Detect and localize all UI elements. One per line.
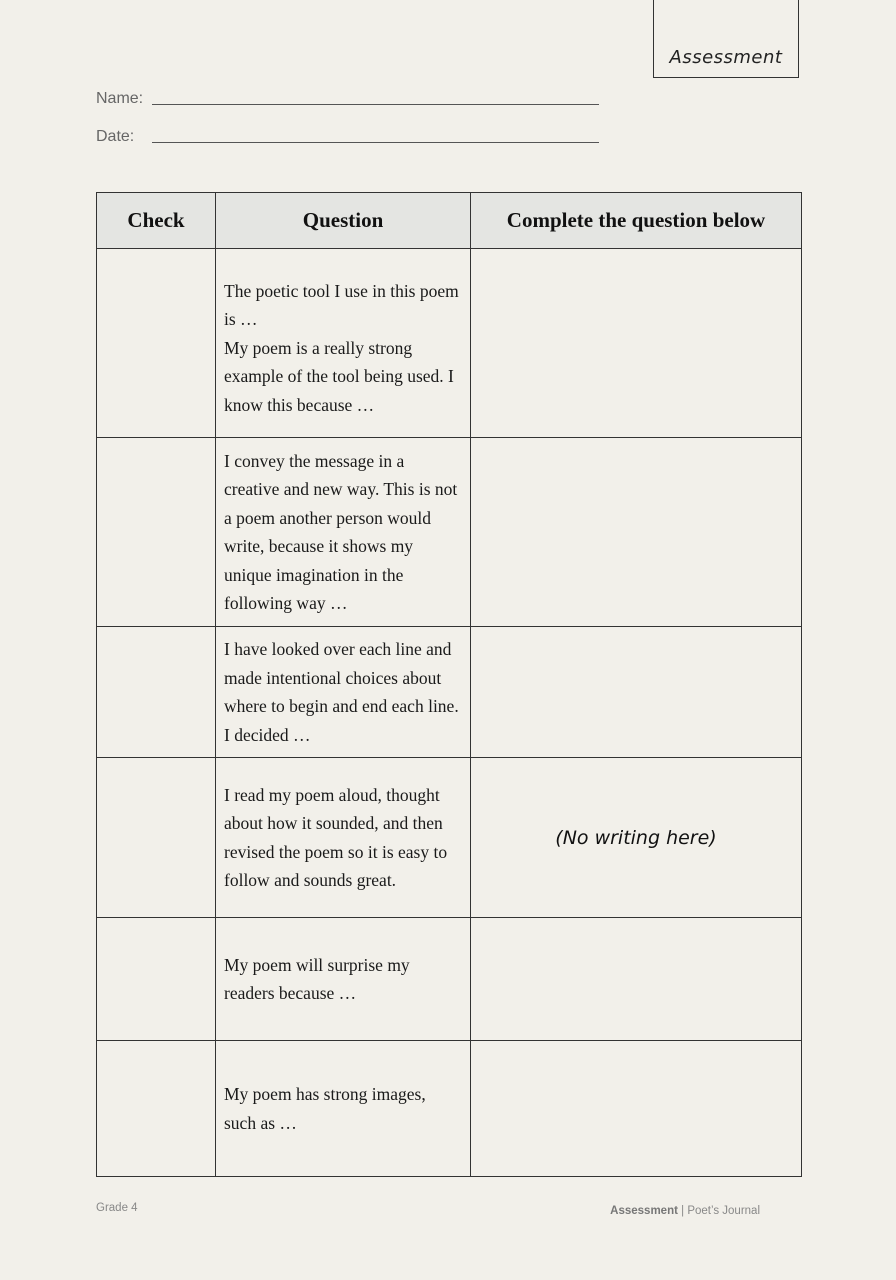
question-cell [216,758,471,918]
assessment-table [96,192,802,1177]
check-cell[interactable] [97,758,216,918]
question-text: The poetic tool I use in this poem is … My poem is a really strong example of the tool being used. I know this because … [224,280,459,415]
column-header-question: Question [216,193,471,249]
table-row [97,918,802,1041]
check-cell[interactable] [97,627,216,758]
answer-cell [471,758,802,918]
question-cell [216,249,471,438]
answer-cell[interactable] [471,627,802,758]
question-text: I convey the message in a creative and new way. This is not a poem another person would write, because it shows my unique imagination in the following way … [224,450,458,613]
no-writing-note: (No writing here) [555,826,717,849]
answer-cell[interactable] [471,438,802,627]
table-header-row [97,193,802,249]
check-cell[interactable] [97,918,216,1041]
footer-section: Assessment [610,1205,678,1217]
answer-cell[interactable] [471,249,802,438]
footer-grade: Grade 4 [96,1202,138,1214]
question-cell [216,627,471,758]
name-field[interactable] [152,104,599,105]
question-text: My poem has strong images, such as … [224,1084,426,1133]
question-text: My poem will surprise my readers because … [224,954,410,1003]
check-cell[interactable] [97,438,216,627]
column-header-answer: Complete the question below [471,193,802,249]
assessment-tag [653,0,799,78]
column-header-check: Check [97,193,216,249]
footer-book-title [610,1205,760,1217]
question-cell [216,918,471,1041]
date-field[interactable] [152,142,599,143]
name-label: Name: [96,90,144,107]
answer-cell[interactable] [471,918,802,1041]
table-row [97,249,802,438]
table-row [97,627,802,758]
date-label: Date: [96,128,135,145]
footer-separator: | [677,1205,688,1217]
table-row [97,758,802,918]
table-row [97,438,802,627]
check-cell[interactable] [97,1041,216,1177]
answer-cell[interactable] [471,1041,802,1177]
assessment-tag-label: Assessment [669,47,783,68]
footer-book: Poet’s Journal [687,1205,760,1217]
question-text: I read my poem aloud, thought about how it sounded, and then revised the poem so it is easy to follow and sounds great. [224,784,448,890]
check-cell[interactable] [97,249,216,438]
question-cell [216,1041,471,1177]
question-text: I have looked over each line and made intentional choices about where to begin and end each line. I decided … [224,639,459,745]
question-cell [216,438,471,627]
table-row [97,1041,802,1177]
